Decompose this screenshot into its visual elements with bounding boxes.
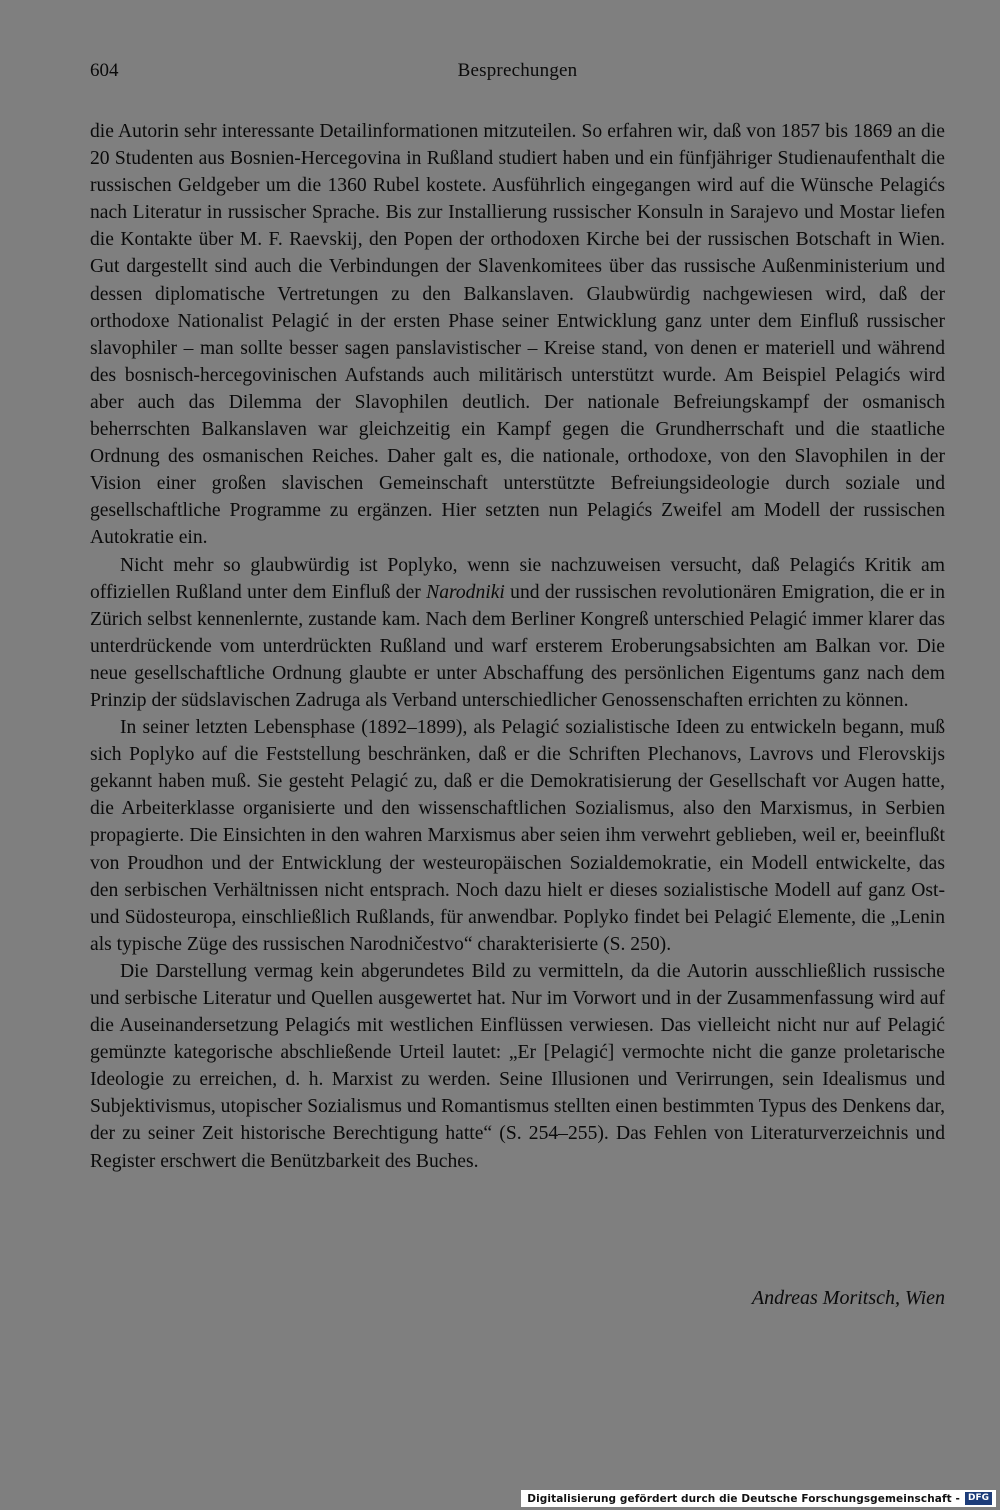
reviewer-signature: Andreas Moritsch, Wien (751, 1287, 945, 1309)
footer-credit-text: Digitalisierung gefördert durch die Deutsche Forschungsgemeinschaft - (527, 1492, 960, 1505)
running-head (90, 60, 945, 88)
page-number: 604 (90, 60, 119, 81)
paragraph-3-text: In seiner letzten Lebensphase (1892–1899), als Pelagić sozialistische Ideen zu entwickeln begann, muß sich Poplyko auf die Feststellung beschränken, daß er die Schriften Plechanovs, Lavrovs und Flerovskijs gekannt haben muß. Sie gesteht Pelagić zu, daß er die Demokratisierung der Gesellschaft vor Augen hatte, die Arbeiterklasse organisierte und den wissenschaftlichen Sozialismus, also den Marxismus, in Serbien propagierte. Die Einsichten in den wahren Marxismus aber seien ihm verwehrt geblieben, weil er, beeinflußt von Proudhon und der Entwicklung der westeuropäischen Sozialdemokratie, ein Modell entwickelte, das den serbischen Verhältnissen nicht entsprach. Noch dazu hielt er dieses sozialistische Modell auf ganz Ost- und Südosteuropa, einschließlich Rußlands, für anwendbar. Poplyko findet bei Pelagić Elemente, die „Lenin als typische Züge des russischen Narodničestvo“ charakterisierte (S. 250). (90, 717, 945, 955)
paragraph-2 (90, 552, 945, 715)
digitization-footer (521, 1490, 996, 1507)
paragraph-2-text-end: und der russischen revolutionären Emigration, die er in Zürich selbst kennenlernte, zustande kam. Nach dem Berliner Kongreß unterschied Pelagić immer klarer das unterdrückende vom unterdrückten Rußland und warf ersterem Eroberungsabsichten am Balkan vor. Die neue gesellschaftliche Ordnung glaubte er unter Abschaffung des persönlichen Eigentums ganz nach dem Prinzip der südslavischen Zadruga als Verband unterschiedlicher Genossenschaften errichten zu können. (90, 581, 945, 711)
paragraph-1 (90, 118, 945, 552)
paragraph-3 (90, 714, 945, 958)
paragraph-2-text-start: Nicht mehr so glaubwürdig ist Poplyko, wenn sie nachzuweisen versucht, daß Pelagićs Kritik am offiziellen Rußland unter dem Einfluß der (90, 554, 945, 603)
paragraph-4-text: Die Darstellung vermag kein abgerundetes Bild zu vermitteln, da die Autorin ausschließlich russische und serbische Literatur und Quellen ausgewertet hat. Nur im Vorwort und in der Zusammenfassung wird auf die Auseinandersetzung Pelagićs mit westlichen Einflüssen verwiesen. Das vielleicht nicht nur auf Pelagić gemünzte kategorische abschließende Urteil lautet: „Er [Pelagić] vermochte nicht die ganze proletarische Ideologie zu erreichen, d. h. Marxist zu werden. Seine Illusionen und Verirrungen, sein Idealismus und Subjektivismus, utopischer Sozialismus und Romantismus stellten einen bestimmten Typus des Denkens dar, der zu seiner Zeit historische Berechtigung hatte“ (S. 254–255). Das Fehlen von Literaturverzeichnis und Register erschwert die Benützbarkeit des Buches. (90, 960, 945, 1172)
review-body (90, 118, 945, 1175)
running-head-title: Besprechungen (457, 60, 578, 81)
paragraph-4 (90, 958, 945, 1175)
paragraph-2-italic-term: Narodniki (426, 581, 505, 603)
dfg-logo-icon: DFG (965, 1492, 992, 1505)
paragraph-1-text: die Autorin sehr interessante Detailinformationen mitzuteilen. So erfahren wir, daß von 1857 bis 1869 an die 20 Studenten aus Bosnien-Hercegovina in Rußland studiert haben und ein fünfjähriger Studienaufenthalt die russischen Geldgeber um die 1360 Rubel kostete. Ausführlich eingegangen wird auf die Wünsche Pelagićs nach Literatur in russischer Sprache. Bis zur Installierung russischer Konsuln in Sarajevo und Mostar liefen die Kontakte über M. F. Raevskij, den Popen der orthodoxen Kirche bei der russischen Botschaft in Wien. Gut dargestellt sind auch die Verbindungen der Slavenkomitees über das russische Außenministerium und dessen diplomatische Vertretungen zu den Balkanslaven. Glaubwürdig nachgewiesen wird, daß der orthodoxe Nationalist Pelagić in der ersten Phase seiner Entwicklung ganz unter dem Einfluß russischer slavophiler – man sollte besser sagen panslavistischer – Kreise stand, von denen er materiell und während des bosnisch-hercegovinischen Aufstands auch militärisch unterstützt wurde. Am Beispiel Pelagićs wird aber auch das Dilemma der Slavophilen deutlich. Der nationale Befreiungskampf der osmanisch beherrschten Balkanslaven war gleichzeitig ein Kampf gegen die Grundherrschaft und die staatliche Ordnung des osmanischen Reiches. Daher galt es, die nationale, orthodoxe, von den Slavophilen in der Vision einer großen slavischen Gemeinschaft unterstützte Befreiungsideologie durch soziale und gesellschaftliche Programme zu ergänzen. Hier setzten nun Pelagićs Zweifel am Modell der russischen Autokratie ein. (90, 121, 945, 549)
